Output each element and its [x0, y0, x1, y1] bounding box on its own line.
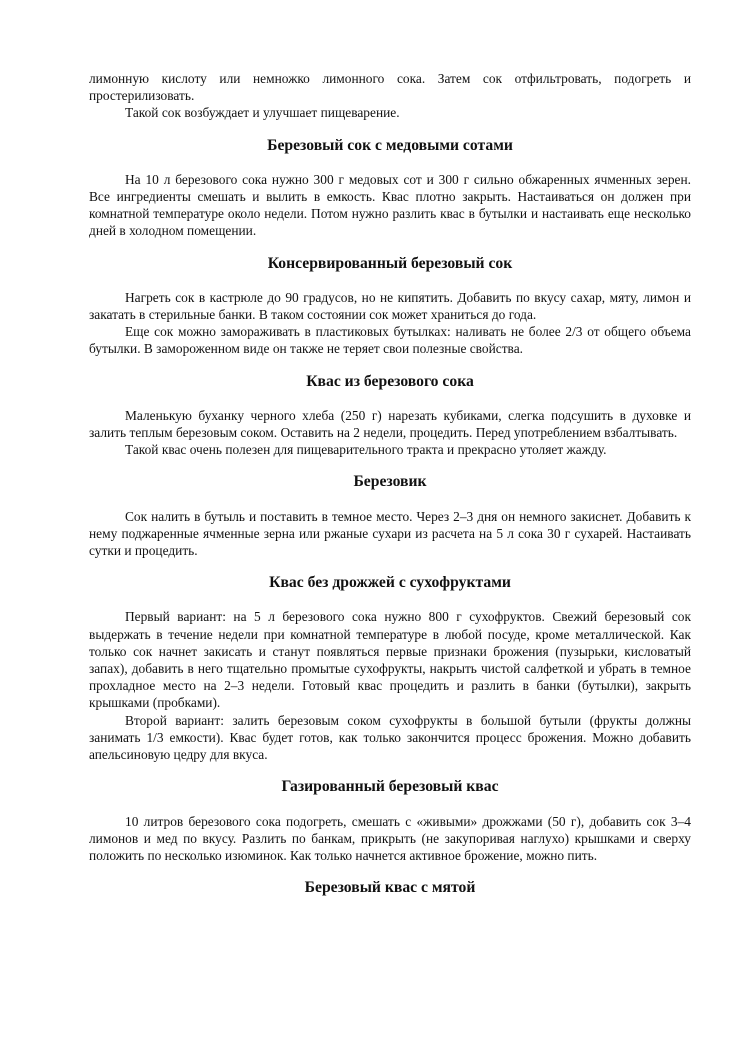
section-dried-fruit — [89, 559, 691, 763]
section-kvass — [89, 358, 691, 459]
paragraph: Второй вариант: залить березовым соком сухофрукты в большой бутыли (фрукты должны занимать 1/3 емкости). Квас будет готов, как только закончится процесс брожения. Можно добавить апельсиновую цедру для вкуса. — [89, 712, 691, 763]
section-title: Березовый квас с мятой — [304, 879, 476, 897]
section-canned — [89, 240, 691, 358]
section-carbonated — [89, 763, 691, 864]
paragraph: Маленькую буханку черного хлеба (250 г) нарезать кубиками, слегка подсушить в духовке и залить теплым березовым соком. Оставить на 2 недели, процедить. Перед употреблением взбалтывать. — [89, 407, 691, 441]
paragraph: Первый вариант: на 5 л березового сока нужно 800 г сухофруктов. Свежий березовый сок выдержать в течение недели при комнатной температуре в любой посуде, кроме металлической. Как только сок начнет закисать и станут появляться первые признаки брожения (пузырьки, кисловатый запах), добавить в него тщательно промытые сухофрукты, накрыть чистой салфеткой и убрать в темное прохладное место на 2–3 недели. Готовый квас процедить и разлить в банки (бутылки), закрыть крышками (пробками). — [89, 609, 691, 711]
paragraph: лимонную кислоту или немножко лимонного сока. Затем сок отфильтровать, подогреть и простерилизовать. — [89, 71, 691, 104]
section-mint — [89, 864, 691, 913]
section-title: Квас из березового сока — [306, 372, 474, 390]
section-berezovik — [89, 458, 691, 559]
paragraph: Такой квас очень полезен для пищеварительного тракта и прекрасно утоляет жажду. — [125, 442, 607, 458]
section-title: Квас без дрожжей с сухофруктами — [269, 574, 511, 592]
section-title: Консервированный березовый сок — [267, 254, 513, 272]
paragraph: Нагреть сок в кастрюле до 90 градусов, но не кипятить. Добавить по вкусу сахар, мяту, лимон и закатать в стерильные банки. В таком состоянии сок может храниться до года. — [89, 289, 691, 323]
paragraph: На 10 л березового сока нужно 300 г медовых сот и 300 г сильно обжаренных ячменных зерен. Все ингредиенты смешать и вылить в емкость. Квас плотно закрыть. Настаиваться он должен при комнатной температуре около недели. Потом нужно разлить квас в бутылки и настаивать еще несколько дней в холодном помещении. — [89, 171, 691, 239]
section-title: Березовик — [353, 473, 427, 491]
paragraph: Такой сок возбуждает и улучшает пищеварение. — [125, 105, 400, 121]
paragraph: Еще сок можно замораживать в пластиковых бутылках: наливать не более 2/3 от общего объема бутылки. В замороженном виде он также не теряет свои полезные свойства. — [89, 324, 691, 357]
paragraph: Сок налить в бутыль и поставить в темное место. Через 2–3 дня он немного закиснет. Добавить к нему поджаренные ячменные зерна или ржаные сухари из расчета на 5 л сока 30 г сухарей. Настаивать сутки и процедить. — [89, 508, 691, 559]
paragraph: 10 литров березового сока подогреть, смешать с «живыми» дрожжами (50 г), добавить сок 3–4 лимонов и мед по вкусу. Разлить по банкам, прикрыть (не закупоривая наглухо) крышками и сверху положить по несколько изюминок. Как только начнется активное брожение, можно пить. — [89, 813, 691, 863]
section-title: Газированный березовый квас — [281, 778, 499, 796]
section-title: Березовый сок с медовыми сотами — [267, 136, 513, 154]
intro-block — [89, 70, 691, 122]
document-page — [89, 70, 691, 913]
section-honeycomb — [89, 122, 691, 240]
